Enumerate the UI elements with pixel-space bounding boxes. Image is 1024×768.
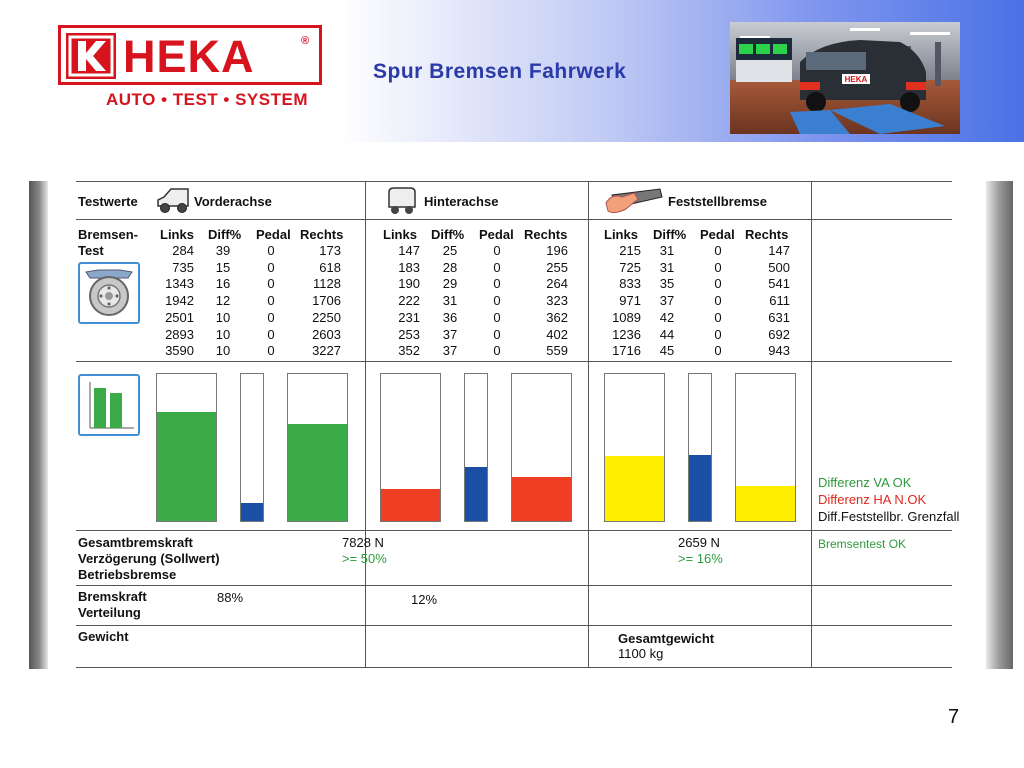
- table-cell: 1089: [612, 309, 641, 325]
- table-cell: 1343: [165, 276, 194, 292]
- table-cell: 0: [714, 326, 722, 342]
- fb-diff-bar: [688, 373, 712, 522]
- table-cell: 222: [398, 293, 420, 309]
- ha-pedal-column: [488, 243, 506, 360]
- table-cell: 618: [319, 259, 341, 275]
- heka-logo: [54, 22, 326, 118]
- status-differenz-feststell: Diff.Feststellbr. Grenzfall: [818, 509, 960, 524]
- label-verzoegerung: Verzögerung (Sollwert): [78, 551, 220, 566]
- subheader-pedal: Pedal: [700, 227, 735, 242]
- table-cell: 37: [442, 326, 458, 342]
- ha-rechts-column: [526, 243, 568, 360]
- table-cell: 323: [546, 293, 568, 309]
- table-cell: 692: [768, 326, 790, 342]
- table-cell: 1706: [312, 293, 341, 309]
- table-cell: 0: [714, 243, 722, 258]
- va-rechts-column: [296, 243, 341, 360]
- table-cell: 1236: [612, 326, 641, 342]
- table-cell: 725: [619, 259, 641, 275]
- table-cell: 44: [659, 326, 675, 342]
- table-cell: 500: [768, 259, 790, 275]
- grid-line: [76, 625, 952, 626]
- table-cell: 31: [659, 259, 675, 275]
- verteilung-ha-value: 12%: [411, 592, 438, 607]
- table-cell: 36: [442, 309, 458, 325]
- table-cell: 35: [659, 276, 675, 292]
- va-pedal-column: [262, 243, 280, 360]
- subheader-pedal: Pedal: [256, 227, 291, 242]
- status-differenz-ha: Differenz HA N.OK: [818, 492, 927, 507]
- table-cell: 611: [769, 293, 790, 309]
- table-cell: 0: [267, 259, 275, 275]
- fb-links-bar-fill: [605, 456, 664, 521]
- label-gesamtbremskraft: Gesamtbremskraft: [78, 535, 193, 550]
- fb-diff-bar-fill: [689, 455, 711, 521]
- table-cell: 0: [714, 309, 722, 325]
- ha-links-bar-fill: [381, 489, 440, 521]
- verteilung-va-value: 88%: [217, 590, 244, 605]
- table-cell: 0: [493, 259, 501, 275]
- ha-diff-bar: [464, 373, 488, 522]
- table-cell: 735: [172, 259, 194, 275]
- grid-line: [76, 181, 952, 182]
- table-cell: 362: [546, 309, 568, 325]
- grid-line: [811, 181, 812, 668]
- ha-diff-column: [437, 243, 463, 360]
- subheader-rechts: Rechts: [745, 227, 789, 242]
- table-cell: 39: [215, 243, 231, 258]
- ha-diff-bar-fill: [465, 467, 487, 521]
- table-cell: 147: [768, 243, 790, 258]
- brake-disc-icon: [78, 262, 140, 324]
- fb-links-column: [602, 243, 641, 360]
- table-cell: 2603: [312, 326, 341, 342]
- table-cell: 45: [659, 343, 675, 359]
- gesamtgewicht-value: 1100 kg: [618, 646, 664, 661]
- subheader-rechts: Rechts: [524, 227, 568, 242]
- table-cell: 0: [493, 293, 501, 309]
- logo-registered-mark: ®: [301, 35, 310, 47]
- status-bremsentest: Bremsentest OK: [818, 537, 907, 551]
- logo-tagline: AUTO • TEST • SYSTEM: [106, 90, 308, 109]
- betrieb-kraft-value: 7828 N: [342, 535, 384, 550]
- table-cell: 28: [442, 259, 458, 275]
- fb-links-bar: [604, 373, 665, 522]
- table-cell: 1128: [313, 276, 341, 292]
- page-title: Spur Bremsen Fahrwerk: [373, 60, 627, 83]
- table-cell: 10: [215, 309, 231, 325]
- grid-line: [365, 181, 366, 668]
- workshop-photo: [730, 22, 960, 134]
- subheader-links: Links: [160, 227, 194, 242]
- fb-rechts-bar-fill: [736, 486, 795, 521]
- table-cell: 183: [398, 259, 420, 275]
- table-cell: 0: [493, 309, 501, 325]
- table-cell: 0: [267, 243, 275, 258]
- label-gesamtgewicht: Gesamtgewicht: [618, 631, 715, 646]
- table-cell: 25: [442, 243, 458, 258]
- table-cell: 16: [215, 276, 231, 292]
- subheader-diff: Diff%: [431, 227, 465, 242]
- table-cell: 31: [659, 243, 675, 258]
- table-cell: 2501: [165, 309, 194, 325]
- va-rechts-bar: [287, 373, 348, 522]
- table-cell: 3227: [312, 343, 341, 359]
- photo-plate-text: HEKA: [844, 75, 868, 84]
- feststell-kraft-value: 2659 N: [678, 535, 720, 550]
- subheader-rechts: Rechts: [300, 227, 344, 242]
- table-cell: 231: [398, 309, 420, 325]
- table-cell: 10: [215, 343, 231, 359]
- va-links-bar: [156, 373, 217, 522]
- table-cell: 0: [267, 309, 275, 325]
- table-cell: 0: [493, 326, 501, 342]
- report-shadow-right: [986, 181, 1013, 669]
- table-cell: 37: [659, 293, 675, 309]
- fb-rechts-column: [750, 243, 790, 360]
- table-cell: 0: [714, 293, 722, 309]
- report-shadow-left: [29, 181, 48, 669]
- table-cell: 190: [398, 276, 420, 292]
- betrieb-soll-value: >= 50%: [342, 551, 387, 566]
- fb-rechts-bar: [735, 373, 796, 522]
- table-cell: 147: [398, 243, 420, 258]
- logo-frame: [58, 25, 322, 85]
- table-cell: 29: [442, 276, 458, 292]
- table-cell: 1942: [165, 293, 194, 309]
- table-cell: 173: [319, 243, 341, 258]
- table-cell: 0: [267, 343, 275, 359]
- va-links-column: [150, 243, 194, 360]
- table-cell: 284: [172, 243, 194, 258]
- table-cell: 631: [768, 309, 790, 325]
- va-links-bar-fill: [157, 412, 216, 521]
- header-feststellbremse: Feststellbremse: [668, 194, 767, 209]
- header-vorderachse: Vorderachse: [194, 194, 272, 209]
- logo-wordmark: HEKA: [123, 31, 255, 82]
- table-cell: 943: [768, 343, 790, 359]
- car-rear-icon: [386, 186, 418, 221]
- table-cell: 559: [546, 343, 568, 359]
- table-cell: 264: [546, 276, 568, 292]
- grid-line: [588, 181, 589, 668]
- table-cell: 31: [442, 293, 458, 309]
- grid-line: [76, 530, 952, 531]
- header-hinterachse: Hinterachse: [424, 194, 499, 209]
- header-testwerte: Testwerte: [78, 194, 138, 209]
- table-cell: 402: [546, 326, 568, 342]
- bar-chart-icon: [78, 374, 140, 436]
- table-cell: 42: [659, 309, 675, 325]
- table-cell: 352: [398, 343, 420, 359]
- va-diff-bar-fill: [241, 503, 263, 521]
- logo-badge-icon: [66, 33, 116, 79]
- table-cell: 0: [714, 259, 722, 275]
- table-cell: 0: [267, 326, 275, 342]
- table-cell: 3590: [165, 343, 194, 359]
- table-cell: 0: [493, 276, 501, 292]
- table-cell: 0: [493, 343, 501, 359]
- table-cell: 15: [215, 259, 231, 275]
- table-cell: 971: [619, 293, 641, 309]
- table-cell: 2893: [165, 326, 194, 342]
- table-cell: 0: [714, 343, 722, 359]
- grid-line: [76, 667, 952, 668]
- fb-diff-column: [654, 243, 680, 360]
- table-cell: 196: [546, 243, 568, 258]
- label-betriebsbremse: Betriebsbremse: [78, 567, 177, 582]
- label-gewicht: Gewicht: [78, 629, 129, 644]
- feststell-soll-value: >= 16%: [678, 551, 723, 566]
- label-bremskraft-verteilung: Bremskraft Verteilung: [78, 589, 147, 620]
- va-rechts-bar-fill: [288, 424, 347, 521]
- va-diff-column: [210, 243, 236, 360]
- subheader-diff: Diff%: [653, 227, 687, 242]
- table-cell: 255: [546, 259, 568, 275]
- grid-line: [76, 585, 952, 586]
- grid-line: [76, 361, 952, 362]
- ha-links-bar: [380, 373, 441, 522]
- table-cell: 12: [215, 293, 231, 309]
- va-diff-bar: [240, 373, 264, 522]
- row-label-bremsentest: Bremsen- Test: [78, 227, 138, 258]
- table-cell: 541: [768, 276, 790, 292]
- fb-pedal-column: [709, 243, 727, 360]
- table-cell: 2250: [312, 309, 341, 325]
- handbrake-icon: [604, 185, 664, 222]
- subheader-pedal: Pedal: [479, 227, 514, 242]
- grid-line: [76, 219, 952, 220]
- table-cell: 833: [619, 276, 641, 292]
- table-cell: 37: [442, 343, 458, 359]
- car-front-icon: [155, 186, 191, 221]
- table-cell: 1716: [612, 343, 641, 359]
- subheader-links: Links: [383, 227, 417, 242]
- status-differenz-va: Differenz VA OK: [818, 475, 912, 490]
- ha-links-column: [384, 243, 420, 360]
- ha-rechts-bar: [511, 373, 572, 522]
- table-cell: 0: [267, 276, 275, 292]
- table-cell: 10: [215, 326, 231, 342]
- table-cell: 0: [714, 276, 722, 292]
- page-number: 7: [948, 706, 960, 728]
- subheader-diff: Diff%: [208, 227, 242, 242]
- subheader-links: Links: [604, 227, 638, 242]
- table-cell: 215: [619, 243, 641, 258]
- ha-rechts-bar-fill: [512, 477, 571, 521]
- table-cell: 0: [493, 243, 501, 258]
- table-cell: 253: [398, 326, 420, 342]
- table-cell: 0: [267, 293, 275, 309]
